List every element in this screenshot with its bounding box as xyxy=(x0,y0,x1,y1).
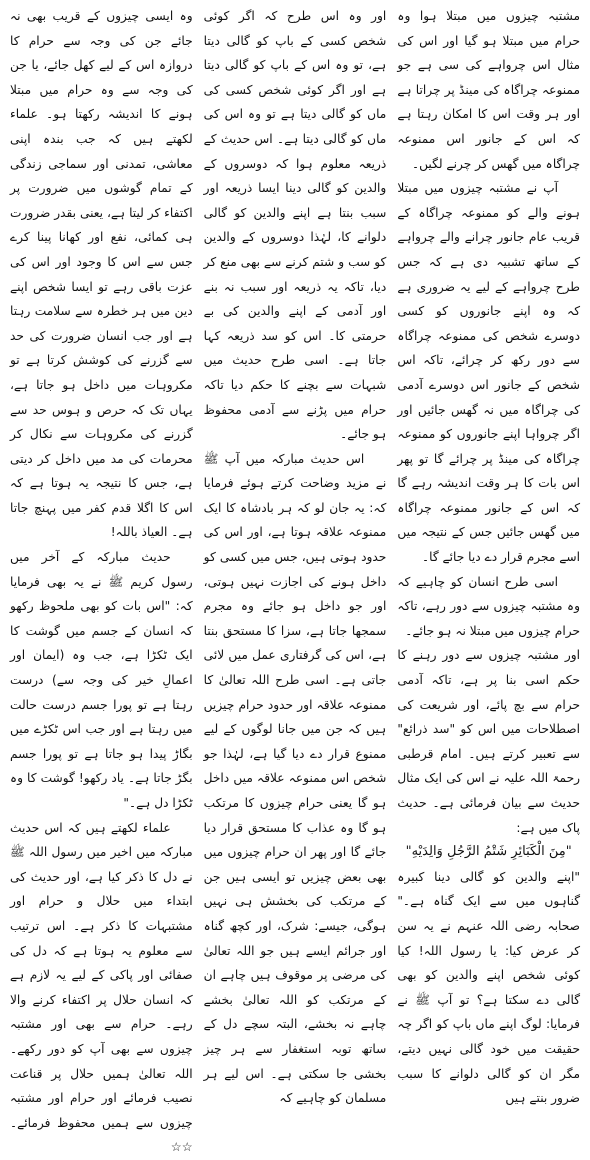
paragraph: اور مشتبہ چیزوں سے دور رہنے کا حکم اسی بنا پر ہے، تاکہ آدمی حرام سے بچ پائے، اور شریعت کی اصطلاحات میں اس کو "سد ذرائع" سے تعبیر کرتے ہیں۔ امام قرطبی رحمۃ اللہ علیہ نے اس کی ایک مثال حدیث سے بیان فرمائی ہے۔ حدیث پاک میں ہے: xyxy=(397,648,580,835)
hadith-quote: "مِنَ الْكَبَائِرِ شَتْمُ الرَّجُلِ وَالِدَيْهِ" xyxy=(405,844,572,860)
paragraph: علماء لکھتے ہیں کہ اس حدیث مبارکہ میں اخیر میں رسول اللہ ﷺ نے دل کا ذکر کیا ہے، اور حدیث کی ابتداء میں حلال و حرام اور مشتبہات کا ذکر ہے۔ اس ترتیب سے معلوم یہ ہوتا ہے کہ دل کی صفائی اور پاکی کے لیے یہ لازم ہے کہ انسان حلال پر اکتفاء کرنے والا رہے۔ حرام سے بھی اور مشتبہ چیزوں سے بھی آپ کو دور رکھے۔ اللہ تعالیٰ ہمیں حلال پر قناعت نصیب فرمائے اور حرام اور مشتبہ چیزوں سے ہمیں محفوظ فرمائے۔ ☆☆ xyxy=(9,820,193,1155)
text-column-right xyxy=(393,4,584,1106)
paragraph: "اپنے والدین کو گالی دینا کبیرہ گناہوں میں سے ایک گناہ ہے۔" صحابہ رضی اللہ عنہم نے یہ سن کر عرض کیا: یا رسول اللہ! کیا کوئی شخص اپنے والدین کو بھی گالی دے سکتا ہے؟ تو آپ ﷺ نے فرمایا: لوگ اپنے ماں باپ کو اگر چہ حقیقت میں خود گالی نہیں دیتے، مگر ان کو گالی دلوانے کا سبب ضرور بنتے ہیں xyxy=(397,869,580,1106)
paragraph: وہ ایسی چیزوں کے قریب بھی نہ جائے جن کی وجہ سے حرام کا دروازہ اس کے لیے کھل جائے، یا جن کی وجہ سے وہ حرام میں مبتلا ہونے کا اندیشہ رکھتا ہو۔ علماء لکھتے ہیں کہ جب بندہ اپنی معاشی، تمدنی اور سماجی زندگی کے تمام گوشوں میں ضرورت پر اکتفاء کر لیتا ہے، یعنی بقدر ضرورت ہی کمائی، نفع اور کھانا پینا کرے جس سے اس کا وجود اور اس کی عزت باقی رہے تو ایسا شخص اپنے دین میں ہر خطرہ سے سلامت رہتا ہے اور جب انسان ضرورت کی حد سے گزرنے کی کوشش کرتا ہے تو مکروہات میں داخل ہو جاتا ہے، یہاں تک کہ حرص و ہوس حد سے گزرنے کی مکروہات سے نکال کر محرمات کی مد میں داخل کر دیتی ہے، جس کا نتیجہ یہ ہوتا ہے کہ اس کا اگلا قدم کفر میں پہنچ جاتا ہے۔ العیاذ باللہ! xyxy=(9,9,193,540)
paragraph: مشتبہ چیزوں میں مبتلا ہوا وہ حرام میں مبتلا ہو گیا اور اس کی مثال اس چرواہے کی سی ہے جو ممنوعہ چراگاہ کی مینڈ پر چراتا ہے اور ہر وقت اس کا امکان رہتا ہے کہ اس کے جانور اس ممنوعہ چراگاہ میں گھس کر چرنے لگیں۔ xyxy=(397,9,580,171)
paragraph: آپ نے مشتبہ چیزوں میں مبتلا ہونے والے کو ممنوعہ چراگاہ کے قریب عام جانور چرانے والے چرواہے کے ساتھ تشبیہ دی ہے کہ جس طرح چرواہے کے لیے یہ ضروری ہے کہ وہ اپنے جانوروں کو کسی دوسرے شخص کی ممنوعہ چراگاہ سے دور رکھ کر چرائے، تاکہ اس شخص کے جانور اس دوسرے آدمی کی چراگاہ میں نہ گھس جائیں اور اگر چرواہا اپنے جانوروں کو ممنوعہ چراگاہ کی مینڈ پر چرائے گا تو پھر اس بات کا ہر وقت اندیشہ رہے گا کہ اس کے جانور ممنوعہ چراگاہ میں گھس جائیں جس کے نتیجہ میں اسے مجرم قرار دے دیا جائے گا۔ xyxy=(397,181,580,565)
paragraph: حدیث مبارکہ کے آخر میں رسول کریم ﷺ نے یہ بھی فرمایا کہ: "اس بات کو بھی ملحوظ رکھو کہ انسان کے جسم میں گوشت کا ایک ٹکڑا ہے، جب وہ (ایمان اور اعمالِ خیر کی وجہ سے) درست رہتا ہے تو پورا جسم درست حالت میں رہتا ہے اور جب اس ٹکڑے میں بگاڑ پیدا ہو جاتا ہے تو پورا جسم بگڑ جاتا ہے۔ یاد رکھو! گوشت کا وہ ٹکڑا دل ہے۔" xyxy=(9,550,193,810)
paragraph: اور وہ اس طرح کہ اگر کوئی شخص کسی کے باپ کو گالی دیتا ہے، تو وہ اس کے باپ کو گالی دیتا ہے اور اگر کوئی شخص کسی کی ماں کو گالی دیتا ہے تو وہ اس کی ماں کو گالی دیتا ہے۔ اس حدیث کے ذریعہ معلوم ہوا کہ دوسروں کے والدین کو گالی دینا ایسا ذریعہ اور سبب بنتا ہے اپنے والدین کو گالی دلوانے کا، لہٰذا دوسروں کے والدین کو سب و شتم کرنے سے بھی منع کر دیا، تاکہ یہ ذریعہ اور سبب نہ بنے اور آدمی کے اپنے والدین کی بے حرمتی کا۔ اس کو سد ذریعہ کہا جاتا ہے۔ اسی طرح حدیث میں شبہات سے بچنے کا حکم دیا تاکہ حرام میں پڑنے سے آدمی محفوظ ہو جائے۔ xyxy=(203,9,387,442)
paragraph: اسی طرح انسان کو چاہیے کہ وہ مشتبہ چیزوں سے دور رہے، تاکہ حرام چیزوں میں مبتلا نہ ہو جائے۔ xyxy=(397,574,580,638)
text-column-left xyxy=(6,4,197,1155)
text-column-middle xyxy=(200,4,391,1106)
paragraph: اس حدیث مبارکہ میں آپ ﷺ نے مزید وضاحت کرتے ہوئے فرمایا کہ: یہ جان لو کہ ہر بادشاہ کا ایک ممنوعہ علاقہ ہوتا ہے، اور اس کی حدود ہوتی ہیں، جس میں کسی کو داخل ہونے کی اجازت نہیں ہوتی، اور جو داخل ہو جائے وہ مجرم سمجھا جاتا ہے، سزا کا مستحق بنتا ہے، اس کی گرفتاری عمل میں لائی جاتی ہے۔ اسی طرح اللہ تعالیٰ کا ممنوعہ علاقہ اور حدود حرام چیزیں ہیں کہ جن میں جانا لوگوں کے لیے ممنوع قرار دے دیا گیا ہے، لہٰذا جو شخص اس ممنوعہ علاقہ میں داخل ہو گا یعنی حرام چیزوں کا مرتکب ہو گا وہ عذاب کا مستحق قرار دیا جائے گا اور پھر ان حرام چیزوں میں بھی بعض چیزیں تو ایسی ہیں جن کے مرتکب کی بخشش ہی نہیں ہوگی، جیسے: شرک، اور کچھ گناہ اور جرائم ایسے ہیں جو اللہ تعالیٰ کی مرضی پر موقوف ہیں چاہے ان کے مرتکب کو اللہ تعالیٰ بخشے چاہے نہ بخشے، البتہ سچے دل کے ساتھ توبہ استغفار سے ہر چیز بخشی جا سکتی ہے۔ اس لیے ہر مسلمان کو چاہیے کہ xyxy=(203,451,387,1106)
